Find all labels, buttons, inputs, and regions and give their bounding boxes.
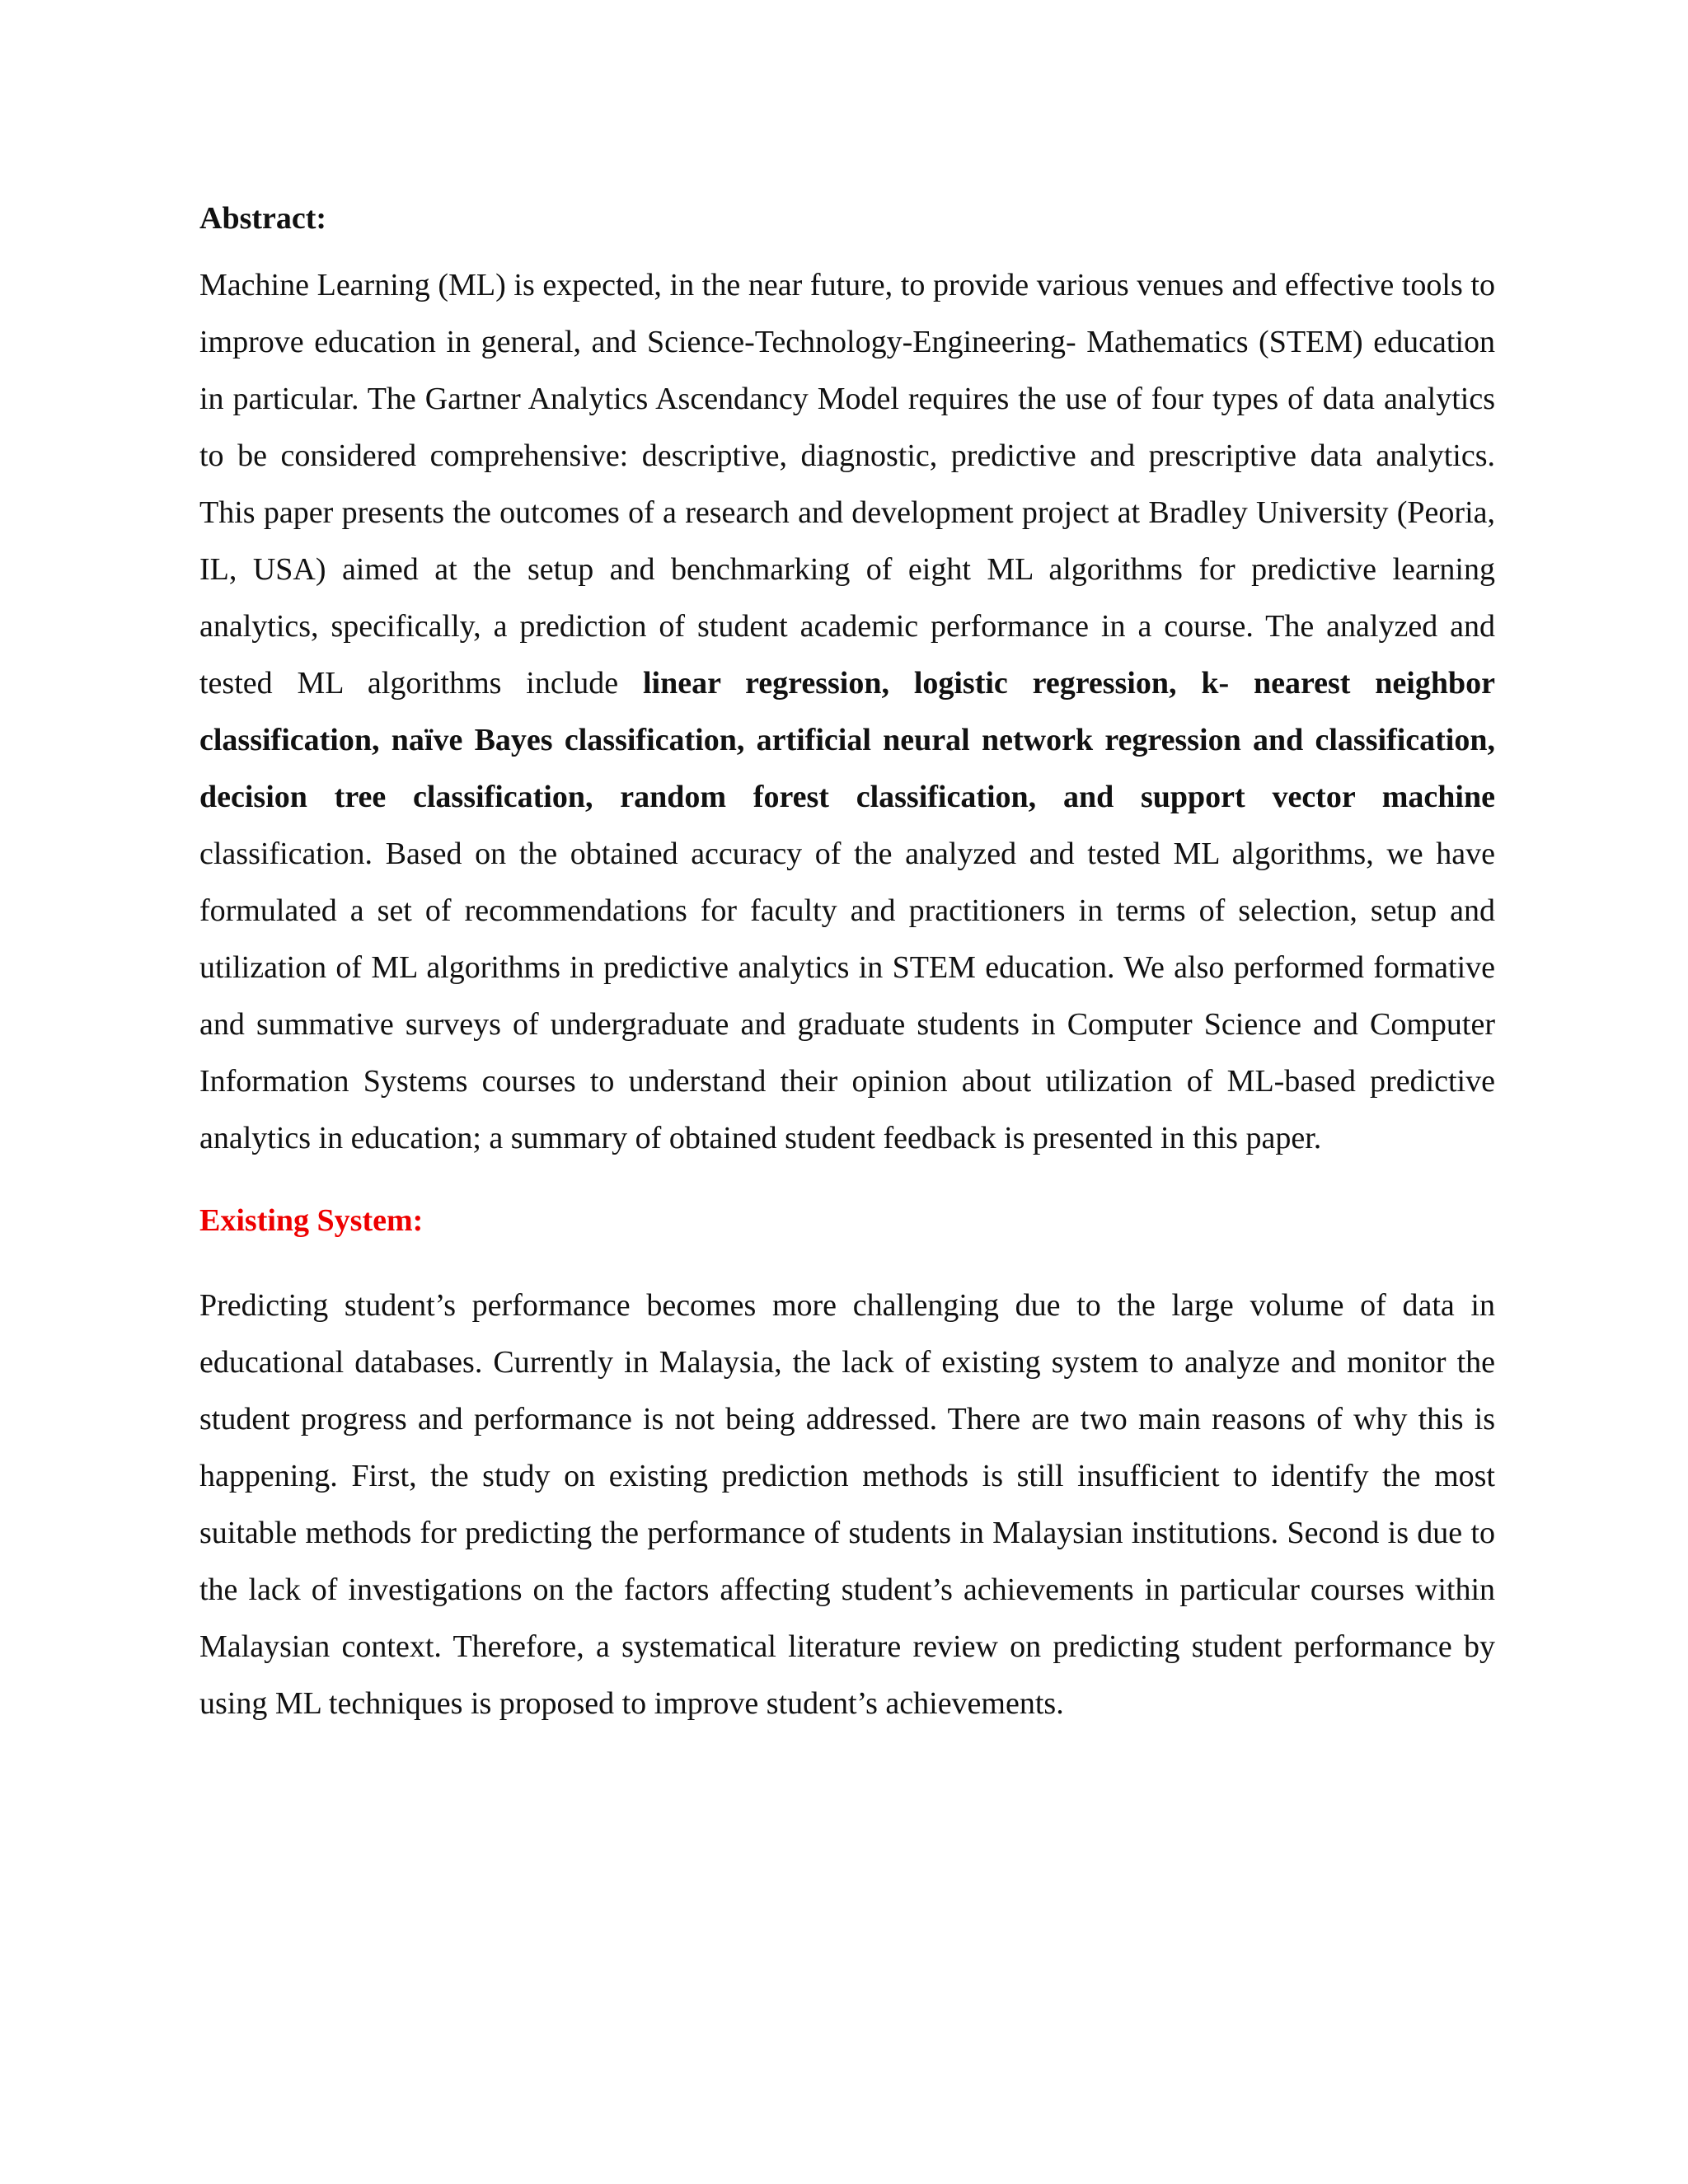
document-body: [199, 198, 1495, 1732]
abstract-text-before: Machine Learning (ML) is expected, in the near future, to provide various venues and effective tools to improve education in general, and Science-Technology-Engineering- Mathematics (STEM) education in particular. The Gartner Analytics Ascendancy Model requires the use of four types of data analytics to be considered comprehensive: descriptive, diagnostic, predictive and prescriptive data analytics. This paper presents the outcomes of a research and development project at Bradley University (Peoria, IL, USA) aimed at the setup and benchmarking of eight ML algorithms for predictive learning analytics, specifically, a prediction of student academic performance in a course. The analyzed and tested ML algorithms include: [199, 268, 1495, 701]
existing-system-paragraph: Predicting student’s performance becomes more challenging due to the large volume of data in educational databases. Currently in Malaysia, the lack of existing system to analyze and monitor the student progress and performance is not being addressed. There are two main reasons of why this is happening. First, the study on existing prediction methods is still insufficient to identify the most suitable methods for predicting the performance of students in Malaysian institutions. Second is due to the lack of investigations on the factors affecting student’s achievements in particular courses within Malaysian context. Therefore, a systematical literature review on predicting student performance by using ML techniques is proposed to improve student’s achievements.: [199, 1288, 1495, 1721]
abstract-heading: Abstract:: [199, 201, 327, 236]
abstract-text-bold-algorithms: linear regression, logistic regression, k- nearest neighbor classification, naïve Bayes classification, artificial neural network regression and classification, decision tree classification, random forest classification, and support vector machine: [199, 666, 1495, 814]
existing-system-heading: Existing System:: [199, 1203, 424, 1238]
abstract-text-after: classification. Based on the obtained accuracy of the analyzed and tested ML algorithms, we have formulated a set of recommendations for faculty and practitioners in terms of selection, setup and utilization of ML algorithms in predictive analytics in STEM education. We also performed formative and summative surveys of undergraduate and graduate students in Computer Science and Computer Information Systems courses to understand their opinion about utilization of ML-based predictive analytics in education; a summary of obtained student feedback is presented in this paper.: [199, 837, 1495, 1155]
abstract-paragraph: [199, 257, 1495, 1167]
